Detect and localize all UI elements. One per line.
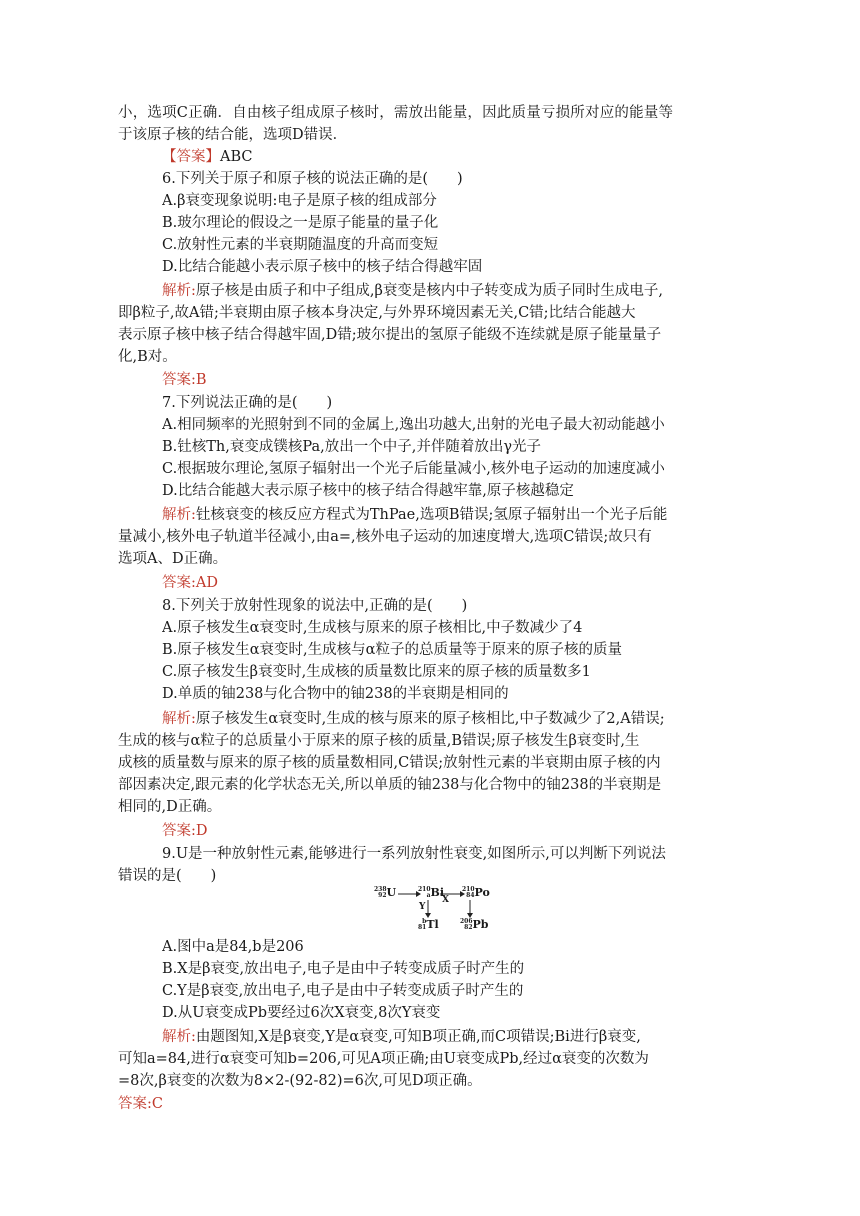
q7-analysis-line: 选项A、D正确。 xyxy=(118,551,228,567)
q6-option-a: A.β衰变现象说明:电子是原子核的组成部分 xyxy=(162,193,437,209)
q9-stem: 9.U是一种放射性元素,能够进行一系列放射性衰变,如图所示,可以判断下列说法 xyxy=(162,846,666,862)
q6-option-b: B.玻尔理论的假设之一是原子能量的量子化 xyxy=(162,215,439,231)
q7-option-a: A.相同频率的光照射到不同的金属上,逸出功越大,出射的光电子最大初动能越小 xyxy=(162,417,665,433)
nuclide-pb: 206 82Pb xyxy=(460,918,489,931)
q8-option-c: C.原子核发生β衰变时,生成核的质量数比原来的原子核的质量数多1 xyxy=(162,664,591,680)
q6-analysis-line: 表示原子核中核子结合得越牢固,D错;玻尔提出的氢原子能级不连续就是原子能量量子 xyxy=(118,327,662,343)
q8-analysis-line: 相同的,D正确。 xyxy=(118,799,222,815)
decay-diagram xyxy=(372,882,492,934)
q8-option-a: A.原子核发生α衰变时,生成核与原来的原子核相比,中子数减少了4 xyxy=(162,620,583,636)
q9-option-d: D.从U衰变成Pb要经过6次X衰变,8次Y衰变 xyxy=(162,1005,441,1021)
nuclide-po: 210 84Po xyxy=(462,886,490,899)
q6-analysis-line xyxy=(162,280,758,302)
q9-option-c: C.Y是β衰变,放出电子,电子是由中子转变成质子时产生的 xyxy=(162,983,524,999)
q7-option-d: D.比结合能越大表示原子核中的核子结合得越牢靠,原子核越稳定 xyxy=(162,483,574,499)
q7-analysis-line: 量减小,核外电子轨道半径减小,由a=,核外电子运动的加速度增大,选项C错误;故只有 xyxy=(118,529,652,545)
analysis-label: 解析: xyxy=(162,1029,196,1045)
q8-analysis-line xyxy=(162,708,758,730)
analysis-text: 钍核衰变的核反应方程式为ThPae,选项B错误;氢原子辐射出一个光子后能 xyxy=(195,507,668,523)
analysis-label: 解析: xyxy=(162,283,196,299)
q9-analysis-line: =8次,β衰变的次数为8×2-(92-82)=6次,可见D项正确。 xyxy=(118,1073,482,1089)
analysis-text: 原子核发生α衰变时,生成的核与原来的原子核相比,中子数减少了2,A错误; xyxy=(195,711,665,727)
analysis-text: 由题图知,X是β衰变,Y是α衰变,可知B项正确,而C项错误;Bi进行β衰变, xyxy=(195,1029,641,1045)
nuclide-tl: b 81Tl xyxy=(418,918,439,931)
nuclide-u: 238 92U xyxy=(374,886,397,899)
q8-answer: 答案:D xyxy=(162,823,208,839)
q7-analysis-line xyxy=(162,504,758,526)
q9-analysis-line xyxy=(162,1026,758,1048)
q9-stem: 错误的是( ) xyxy=(118,868,217,884)
q9-option-b: B.X是β衰变,放出电子,电子是由中子转变成质子时产生的 xyxy=(162,961,525,977)
q6-option-c: C.放射性元素的半衰期随温度的升高而变短 xyxy=(162,237,439,253)
analysis-text: 原子核是由质子和中子组成,β衰变是核内中子转变成为质子同时生成电子, xyxy=(195,283,663,299)
q8-analysis-line: 生成的核与α粒子的总质量小于原来的原子核的质量,B错误;原子核发生β衰变时,生 xyxy=(118,733,640,749)
q9-option-a: A.图中a是84,b是206 xyxy=(162,939,304,955)
q7-stem: 7.下列说法正确的是( ) xyxy=(162,395,333,411)
analysis-label: 解析: xyxy=(162,507,196,523)
q8-stem: 8.下列关于放射性现象的说法中,正确的是( ) xyxy=(162,598,468,614)
q6-analysis-line: 化,B对。 xyxy=(118,349,177,365)
q8-option-b: B.原子核发生α衰变时,生成核与α粒子的总质量等于原来的原子核的质量 xyxy=(162,642,622,658)
answer-label: 【答案】 xyxy=(162,149,220,165)
q7-answer: 答案:AD xyxy=(162,575,218,591)
q6-analysis-line: 即β粒子,故A错;半衰期由原子核本身决定,与外界环境因素无关,C错;比结合能越大 xyxy=(118,305,636,321)
q9-analysis-line: 可知a=84,进行α衰变可知b=206,可见A项正确;由U衰变成Pb,经过α衰变的次数为 xyxy=(118,1051,649,1067)
q7-option-b: B.钍核Th,衰变成镤核Pa,放出一个中子,并伴随着放出γ光子 xyxy=(162,439,542,455)
q6-answer: 答案:B xyxy=(162,372,207,388)
q8-analysis-line: 部因素决定,跟元素的化学状态无关,所以单质的铀238与化合物中的铀238的半衰期是 xyxy=(118,777,662,793)
q5-answer xyxy=(162,146,758,168)
q9-answer: 答案:C xyxy=(118,1096,163,1112)
q6-stem: 6.下列关于原子和原子核的说法正确的是( ) xyxy=(162,171,463,187)
intro-line: 于该原子核的结合能，选项D错误． xyxy=(118,127,348,143)
q7-option-c: C.根据玻尔理论,氢原子辐射出一个光子后能量减小,核外电子运动的加速度减小 xyxy=(162,461,665,477)
q8-analysis-line: 成核的质量数与原来的原子核的质量数相同,C错误;放射性元素的半衰期由原子核的内 xyxy=(118,755,661,771)
q6-option-d: D.比结合能越小表示原子核中的核子结合得越牢固 xyxy=(162,259,483,275)
intro-line: 小，选项C正确．自由核子组成原子核时，需放出能量，因此质量亏损所对应的能量等 xyxy=(118,105,674,121)
decay-label-y: Y xyxy=(419,902,426,912)
decay-label-x: X xyxy=(442,895,449,905)
answer-value: ABC xyxy=(220,149,253,165)
nuclide-bi: 210 aBi xyxy=(418,886,445,899)
analysis-label: 解析: xyxy=(162,711,196,727)
q8-option-d: D.单质的铀238与化合物中的铀238的半衰期是相同的 xyxy=(162,686,509,702)
